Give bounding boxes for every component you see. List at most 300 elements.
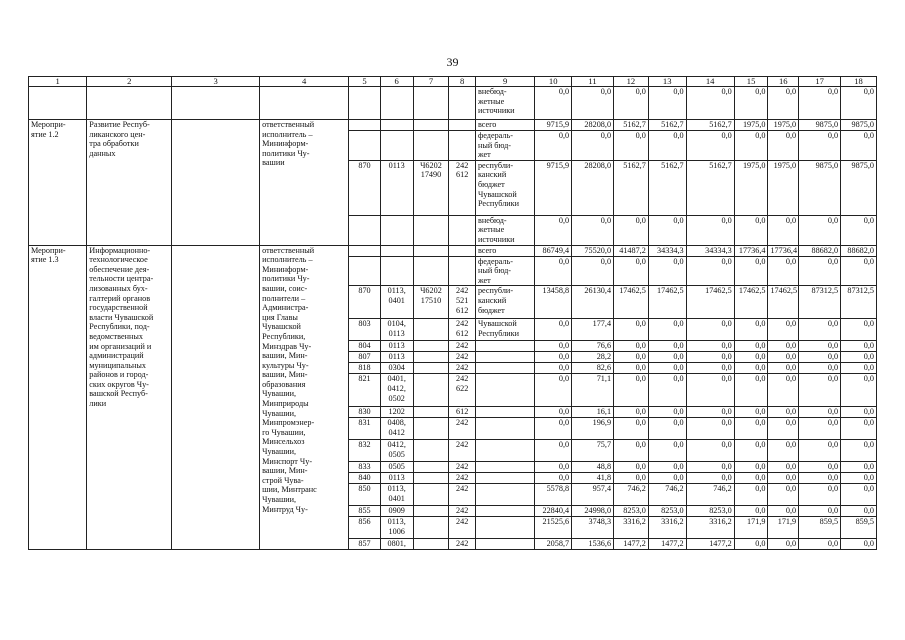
funding-source-cell: внебюд- жетные источники bbox=[475, 87, 534, 120]
amount-cell: 0,0 bbox=[734, 407, 768, 418]
amount-cell: 76,6 bbox=[572, 341, 614, 352]
amount-cell: 17462,5 bbox=[768, 286, 799, 319]
amount-cell: 0,0 bbox=[768, 256, 799, 286]
amount-cell: 17462,5 bbox=[734, 286, 768, 319]
amount-cell: 3316,2 bbox=[686, 517, 734, 539]
amount-cell: 0,0 bbox=[572, 256, 614, 286]
amount-cell: 5578,8 bbox=[535, 484, 572, 506]
amount-cell: 0,0 bbox=[686, 87, 734, 120]
gr-code-cell: 831 bbox=[349, 418, 381, 440]
amount-cell: 0,0 bbox=[799, 374, 841, 407]
gr-code-cell: 850 bbox=[349, 484, 381, 506]
target-article-cell bbox=[413, 256, 449, 286]
table-body bbox=[29, 87, 877, 550]
amount-cell: 0,0 bbox=[648, 352, 686, 363]
amount-cell: 0,0 bbox=[686, 319, 734, 341]
amount-cell: 0,0 bbox=[572, 215, 614, 245]
amount-cell: 0,0 bbox=[841, 462, 877, 473]
gr-code-cell: 855 bbox=[349, 506, 381, 517]
amount-cell: 9875,0 bbox=[841, 160, 877, 215]
expense-type-cell: 242 bbox=[449, 440, 476, 462]
amount-cell: 0,0 bbox=[572, 87, 614, 120]
amount-cell: 1477,2 bbox=[686, 539, 734, 550]
amount-cell: 0,0 bbox=[799, 440, 841, 462]
amount-cell: 0,0 bbox=[734, 539, 768, 550]
amount-cell: 0,0 bbox=[841, 87, 877, 120]
amount-cell: 0,0 bbox=[648, 341, 686, 352]
amount-cell: 0,0 bbox=[686, 374, 734, 407]
amount-cell: 48,8 bbox=[572, 462, 614, 473]
amount-cell: 0,0 bbox=[648, 440, 686, 462]
column-header-14: 14 bbox=[686, 77, 734, 87]
expense-type-cell bbox=[449, 131, 476, 161]
amount-cell: 0,0 bbox=[535, 256, 572, 286]
section-code-cell bbox=[380, 131, 413, 161]
amount-cell: 41487,2 bbox=[614, 245, 649, 256]
target-article-cell bbox=[413, 440, 449, 462]
section-code-cell: 0113, 0401 bbox=[380, 286, 413, 319]
amount-cell: 5162,7 bbox=[686, 160, 734, 215]
amount-cell: 171,9 bbox=[768, 517, 799, 539]
expense-type-cell: 242 bbox=[449, 506, 476, 517]
amount-cell: 0,0 bbox=[768, 319, 799, 341]
amount-cell: 87312,5 bbox=[841, 286, 877, 319]
expense-type-cell: 242 bbox=[449, 473, 476, 484]
section-code-cell: 0113, 1006 bbox=[380, 517, 413, 539]
column-3-cell bbox=[172, 245, 260, 550]
target-article-cell bbox=[413, 120, 449, 131]
amount-cell: 13458,8 bbox=[535, 286, 572, 319]
amount-cell: 9875,0 bbox=[799, 160, 841, 215]
amount-cell: 0,0 bbox=[686, 418, 734, 440]
column-header-13: 13 bbox=[648, 77, 686, 87]
table-row bbox=[29, 245, 877, 256]
amount-cell: 0,0 bbox=[686, 440, 734, 462]
executor-cell: ответственный исполнитель – Мининформ- политики Чу- вашии bbox=[260, 120, 349, 246]
funding-source-cell bbox=[475, 440, 534, 462]
amount-cell: 0,0 bbox=[734, 462, 768, 473]
amount-cell: 41,8 bbox=[572, 473, 614, 484]
funding-source-cell bbox=[475, 374, 534, 407]
amount-cell: 0,0 bbox=[535, 341, 572, 352]
funding-source-cell bbox=[475, 539, 534, 550]
amount-cell: 1975,0 bbox=[768, 120, 799, 131]
measure-code-cell bbox=[29, 87, 87, 120]
amount-cell: 0,0 bbox=[799, 407, 841, 418]
amount-cell: 0,0 bbox=[734, 374, 768, 407]
amount-cell: 5162,7 bbox=[648, 160, 686, 215]
gr-code-cell: 856 bbox=[349, 517, 381, 539]
amount-cell: 957,4 bbox=[572, 484, 614, 506]
funding-source-cell: Чувашской Республики bbox=[475, 319, 534, 341]
amount-cell: 0,0 bbox=[768, 418, 799, 440]
expense-type-cell: 242 622 bbox=[449, 374, 476, 407]
target-article-cell bbox=[413, 363, 449, 374]
amount-cell: 0,0 bbox=[799, 215, 841, 245]
amount-cell: 0,0 bbox=[799, 256, 841, 286]
amount-cell: 0,0 bbox=[686, 462, 734, 473]
column-header-7: 7 bbox=[413, 77, 449, 87]
amount-cell: 3748,3 bbox=[572, 517, 614, 539]
gr-code-cell: 870 bbox=[349, 160, 381, 215]
amount-cell: 0,0 bbox=[768, 352, 799, 363]
amount-cell: 0,0 bbox=[535, 363, 572, 374]
amount-cell: 0,0 bbox=[535, 374, 572, 407]
amount-cell: 0,0 bbox=[841, 319, 877, 341]
amount-cell: 0,0 bbox=[799, 131, 841, 161]
amount-cell: 177,4 bbox=[572, 319, 614, 341]
amount-cell: 28208,0 bbox=[572, 160, 614, 215]
gr-code-cell: 832 bbox=[349, 440, 381, 462]
amount-cell: 0,0 bbox=[614, 407, 649, 418]
expense-type-cell: 242 bbox=[449, 352, 476, 363]
measure-code-cell: Меропри- ятие 1.3 bbox=[29, 245, 87, 550]
amount-cell: 196,9 bbox=[572, 418, 614, 440]
budget-table bbox=[28, 76, 877, 550]
gr-code-cell bbox=[349, 87, 381, 120]
amount-cell: 75520,0 bbox=[572, 245, 614, 256]
amount-cell: 1477,2 bbox=[648, 539, 686, 550]
amount-cell: 0,0 bbox=[734, 484, 768, 506]
amount-cell: 746,2 bbox=[686, 484, 734, 506]
column-3-cell bbox=[172, 120, 260, 246]
target-article-cell: Ч6202 17490 bbox=[413, 160, 449, 215]
amount-cell: 0,0 bbox=[841, 407, 877, 418]
amount-cell: 0,0 bbox=[734, 87, 768, 120]
amount-cell: 0,0 bbox=[734, 440, 768, 462]
amount-cell: 0,0 bbox=[648, 407, 686, 418]
page-number: 39 bbox=[446, 55, 459, 69]
amount-cell: 0,0 bbox=[648, 131, 686, 161]
amount-cell: 0,0 bbox=[768, 484, 799, 506]
amount-cell: 5162,7 bbox=[686, 120, 734, 131]
expense-type-cell: 242 bbox=[449, 363, 476, 374]
amount-cell: 0,0 bbox=[768, 374, 799, 407]
amount-cell: 0,0 bbox=[686, 256, 734, 286]
amount-cell: 9715,9 bbox=[535, 160, 572, 215]
measure-name-cell: Развитие Респуб- ликанского цен- тра обработки данных bbox=[87, 120, 172, 246]
target-article-cell bbox=[413, 517, 449, 539]
amount-cell: 0,0 bbox=[686, 341, 734, 352]
amount-cell: 0,0 bbox=[686, 363, 734, 374]
amount-cell: 22840,4 bbox=[535, 506, 572, 517]
amount-cell: 0,0 bbox=[614, 418, 649, 440]
gr-code-cell: 830 bbox=[349, 407, 381, 418]
table-row bbox=[29, 87, 877, 120]
amount-cell: 28,2 bbox=[572, 352, 614, 363]
amount-cell: 746,2 bbox=[648, 484, 686, 506]
amount-cell: 0,0 bbox=[841, 374, 877, 407]
section-code-cell: 0401, 0412, 0502 bbox=[380, 374, 413, 407]
amount-cell: 21525,6 bbox=[535, 517, 572, 539]
target-article-cell bbox=[413, 407, 449, 418]
amount-cell: 0,0 bbox=[734, 319, 768, 341]
amount-cell: 0,0 bbox=[768, 407, 799, 418]
amount-cell: 9875,0 bbox=[841, 120, 877, 131]
amount-cell: 0,0 bbox=[535, 407, 572, 418]
amount-cell: 9715,9 bbox=[535, 120, 572, 131]
gr-code-cell: 870 bbox=[349, 286, 381, 319]
amount-cell: 0,0 bbox=[734, 506, 768, 517]
amount-cell: 0,0 bbox=[686, 131, 734, 161]
column-header-5: 5 bbox=[349, 77, 381, 87]
section-code-cell: 0408, 0412 bbox=[380, 418, 413, 440]
amount-cell: 3316,2 bbox=[614, 517, 649, 539]
amount-cell: 0,0 bbox=[799, 363, 841, 374]
gr-code-cell: 804 bbox=[349, 341, 381, 352]
amount-cell: 0,0 bbox=[614, 256, 649, 286]
expense-type-cell: 242 bbox=[449, 517, 476, 539]
amount-cell: 0,0 bbox=[768, 539, 799, 550]
amount-cell: 0,0 bbox=[535, 462, 572, 473]
amount-cell: 0,0 bbox=[572, 131, 614, 161]
section-code-cell: 0801, bbox=[380, 539, 413, 550]
target-article-cell bbox=[413, 462, 449, 473]
amount-cell: 0,0 bbox=[841, 256, 877, 286]
gr-code-cell: 833 bbox=[349, 462, 381, 473]
gr-code-cell: 818 bbox=[349, 363, 381, 374]
amount-cell: 0,0 bbox=[648, 319, 686, 341]
amount-cell: 0,0 bbox=[768, 440, 799, 462]
gr-code-cell: 807 bbox=[349, 352, 381, 363]
amount-cell: 5162,7 bbox=[614, 120, 649, 131]
amount-cell: 0,0 bbox=[841, 131, 877, 161]
amount-cell: 0,0 bbox=[799, 319, 841, 341]
amount-cell: 0,0 bbox=[614, 319, 649, 341]
amount-cell: 0,0 bbox=[799, 341, 841, 352]
funding-source-cell: всего bbox=[475, 120, 534, 131]
funding-source-cell bbox=[475, 363, 534, 374]
amount-cell: 0,0 bbox=[614, 374, 649, 407]
amount-cell: 0,0 bbox=[768, 473, 799, 484]
amount-cell: 0,0 bbox=[734, 473, 768, 484]
amount-cell: 0,0 bbox=[799, 418, 841, 440]
expense-type-cell: 242 521 612 bbox=[449, 286, 476, 319]
amount-cell: 75,7 bbox=[572, 440, 614, 462]
amount-cell: 0,0 bbox=[614, 131, 649, 161]
expense-type-cell: 242 612 bbox=[449, 160, 476, 215]
amount-cell: 5162,7 bbox=[648, 120, 686, 131]
amount-cell: 0,0 bbox=[686, 473, 734, 484]
amount-cell: 34334,3 bbox=[686, 245, 734, 256]
target-article-cell bbox=[413, 352, 449, 363]
gr-code-cell: 840 bbox=[349, 473, 381, 484]
amount-cell: 1975,0 bbox=[734, 160, 768, 215]
amount-cell: 1975,0 bbox=[734, 120, 768, 131]
funding-source-cell bbox=[475, 484, 534, 506]
amount-cell: 171,9 bbox=[734, 517, 768, 539]
column-header-15: 15 bbox=[734, 77, 768, 87]
amount-cell: 0,0 bbox=[648, 418, 686, 440]
gr-code-cell bbox=[349, 256, 381, 286]
amount-cell: 0,0 bbox=[614, 473, 649, 484]
amount-cell: 0,0 bbox=[648, 87, 686, 120]
section-code-cell: 0113 bbox=[380, 341, 413, 352]
expense-type-cell: 242 bbox=[449, 462, 476, 473]
funding-source-cell bbox=[475, 341, 534, 352]
section-code-cell: 0113 bbox=[380, 473, 413, 484]
funding-source-cell bbox=[475, 418, 534, 440]
amount-cell: 0,0 bbox=[799, 506, 841, 517]
measure-name-cell bbox=[87, 87, 172, 120]
amount-cell: 2058,7 bbox=[535, 539, 572, 550]
expense-type-cell bbox=[449, 87, 476, 120]
amount-cell: 26130,4 bbox=[572, 286, 614, 319]
target-article-cell bbox=[413, 506, 449, 517]
amount-cell: 0,0 bbox=[648, 363, 686, 374]
amount-cell: 859,5 bbox=[841, 517, 877, 539]
amount-cell: 0,0 bbox=[841, 341, 877, 352]
column-header-1: 1 bbox=[29, 77, 87, 87]
amount-cell: 17736,4 bbox=[768, 245, 799, 256]
section-code-cell: 1202 bbox=[380, 407, 413, 418]
section-code-cell bbox=[380, 215, 413, 245]
measure-name-cell: Информационно- технологическое обеспечение дея- тельности центра- лизованных бух- галтерий органов государственной власти Чувашской Республики, под- ведомственных им организаций и администраций муниципальных районов и город- ских округов Чу- вашской Респуб- лики bbox=[87, 245, 172, 550]
amount-cell: 17462,5 bbox=[686, 286, 734, 319]
funding-source-cell bbox=[475, 352, 534, 363]
table-row bbox=[29, 120, 877, 131]
column-header-10: 10 bbox=[535, 77, 572, 87]
target-article-cell bbox=[413, 484, 449, 506]
section-code-cell: 0113, 0401 bbox=[380, 484, 413, 506]
amount-cell: 0,0 bbox=[535, 215, 572, 245]
expense-type-cell: 242 612 bbox=[449, 319, 476, 341]
amount-cell: 0,0 bbox=[734, 363, 768, 374]
gr-code-cell bbox=[349, 131, 381, 161]
column-header-12: 12 bbox=[614, 77, 649, 87]
column-header-17: 17 bbox=[799, 77, 841, 87]
column-header-6: 6 bbox=[380, 77, 413, 87]
amount-cell: 0,0 bbox=[614, 462, 649, 473]
amount-cell: 0,0 bbox=[614, 352, 649, 363]
column-header-16: 16 bbox=[768, 77, 799, 87]
section-code-cell: 0909 bbox=[380, 506, 413, 517]
amount-cell: 0,0 bbox=[535, 418, 572, 440]
expense-type-cell: 242 bbox=[449, 484, 476, 506]
target-article-cell bbox=[413, 215, 449, 245]
funding-source-cell: внебюд- жетные источники bbox=[475, 215, 534, 245]
expense-type-cell bbox=[449, 256, 476, 286]
expense-type-cell bbox=[449, 215, 476, 245]
amount-cell: 71,1 bbox=[572, 374, 614, 407]
target-article-cell bbox=[413, 374, 449, 407]
amount-cell: 0,0 bbox=[686, 215, 734, 245]
section-code-cell: 0505 bbox=[380, 462, 413, 473]
section-code-cell: 0412, 0505 bbox=[380, 440, 413, 462]
amount-cell: 87312,5 bbox=[799, 286, 841, 319]
amount-cell: 24998,0 bbox=[572, 506, 614, 517]
amount-cell: 0,0 bbox=[799, 484, 841, 506]
measure-code-cell: Меропри- ятие 1.2 bbox=[29, 120, 87, 246]
amount-cell: 0,0 bbox=[535, 131, 572, 161]
amount-cell: 0,0 bbox=[734, 215, 768, 245]
target-article-cell bbox=[413, 245, 449, 256]
amount-cell: 746,2 bbox=[614, 484, 649, 506]
amount-cell: 0,0 bbox=[535, 440, 572, 462]
funding-source-cell: республи- канский бюджет bbox=[475, 286, 534, 319]
amount-cell: 1536,6 bbox=[572, 539, 614, 550]
column-header-4: 4 bbox=[260, 77, 349, 87]
amount-cell: 17462,5 bbox=[648, 286, 686, 319]
amount-cell: 5162,7 bbox=[614, 160, 649, 215]
amount-cell: 0,0 bbox=[614, 363, 649, 374]
amount-cell: 17462,5 bbox=[614, 286, 649, 319]
amount-cell: 0,0 bbox=[734, 341, 768, 352]
funding-source-cell bbox=[475, 462, 534, 473]
column-header-18: 18 bbox=[841, 77, 877, 87]
target-article-cell bbox=[413, 87, 449, 120]
amount-cell: 0,0 bbox=[648, 374, 686, 407]
column-header-3: 3 bbox=[172, 77, 260, 87]
amount-cell: 34334,3 bbox=[648, 245, 686, 256]
column-3-cell bbox=[172, 87, 260, 120]
column-header-11: 11 bbox=[572, 77, 614, 87]
section-code-cell: 0113 bbox=[380, 352, 413, 363]
section-code-cell bbox=[380, 245, 413, 256]
amount-cell: 1975,0 bbox=[768, 160, 799, 215]
amount-cell: 0,0 bbox=[648, 473, 686, 484]
section-code-cell: 0304 bbox=[380, 363, 413, 374]
funding-source-cell: федераль- ный бюд- жет bbox=[475, 131, 534, 161]
funding-source-cell: всего bbox=[475, 245, 534, 256]
amount-cell: 86749,4 bbox=[535, 245, 572, 256]
target-article-cell bbox=[413, 418, 449, 440]
amount-cell: 0,0 bbox=[734, 256, 768, 286]
amount-cell: 0,0 bbox=[734, 352, 768, 363]
amount-cell: 0,0 bbox=[535, 352, 572, 363]
expense-type-cell: 242 bbox=[449, 341, 476, 352]
amount-cell: 0,0 bbox=[768, 87, 799, 120]
gr-code-cell: 821 bbox=[349, 374, 381, 407]
amount-cell: 0,0 bbox=[535, 87, 572, 120]
gr-code-cell: 857 bbox=[349, 539, 381, 550]
amount-cell: 0,0 bbox=[535, 473, 572, 484]
amount-cell: 0,0 bbox=[768, 215, 799, 245]
section-code-cell bbox=[380, 120, 413, 131]
funding-source-cell: федераль- ный бюд- жет bbox=[475, 256, 534, 286]
amount-cell: 8253,0 bbox=[614, 506, 649, 517]
expense-type-cell bbox=[449, 120, 476, 131]
executor-cell: ответственный исполнитель – Мининформ- политики Чу- вашии, соис- полнители – Администра- ция Главы Чувашской Республики, Минздрав Чу- вашии, Мин- культуры Чу- вашии, Мин- образования Чувашии, Минприроды Чувашии, Минпромэнер- го Чувашии, Минсельхоз Чувашии, Минспорт Чу- вашии, Мин- строй Чува- шии, Минтранс Чувашии, Минтруд Чу- bbox=[260, 245, 349, 550]
column-header-9: 9 bbox=[475, 77, 534, 87]
amount-cell: 9875,0 bbox=[799, 120, 841, 131]
amount-cell: 0,0 bbox=[841, 440, 877, 462]
amount-cell: 0,0 bbox=[799, 352, 841, 363]
amount-cell: 0,0 bbox=[799, 462, 841, 473]
funding-source-cell bbox=[475, 506, 534, 517]
amount-cell: 1477,2 bbox=[614, 539, 649, 550]
expense-type-cell: 242 bbox=[449, 539, 476, 550]
amount-cell: 0,0 bbox=[686, 407, 734, 418]
amount-cell: 3316,2 bbox=[648, 517, 686, 539]
amount-cell: 0,0 bbox=[686, 352, 734, 363]
funding-source-cell bbox=[475, 407, 534, 418]
amount-cell: 28208,0 bbox=[572, 120, 614, 131]
section-code-cell: 0113 bbox=[380, 160, 413, 215]
amount-cell: 0,0 bbox=[841, 473, 877, 484]
amount-cell: 0,0 bbox=[734, 131, 768, 161]
amount-cell: 0,0 bbox=[768, 506, 799, 517]
column-header-2: 2 bbox=[87, 77, 172, 87]
amount-cell: 0,0 bbox=[799, 473, 841, 484]
amount-cell: 0,0 bbox=[614, 341, 649, 352]
target-article-cell bbox=[413, 319, 449, 341]
amount-cell: 0,0 bbox=[841, 484, 877, 506]
section-code-cell bbox=[380, 256, 413, 286]
amount-cell: 0,0 bbox=[614, 440, 649, 462]
expense-type-cell: 612 bbox=[449, 407, 476, 418]
amount-cell: 0,0 bbox=[614, 215, 649, 245]
